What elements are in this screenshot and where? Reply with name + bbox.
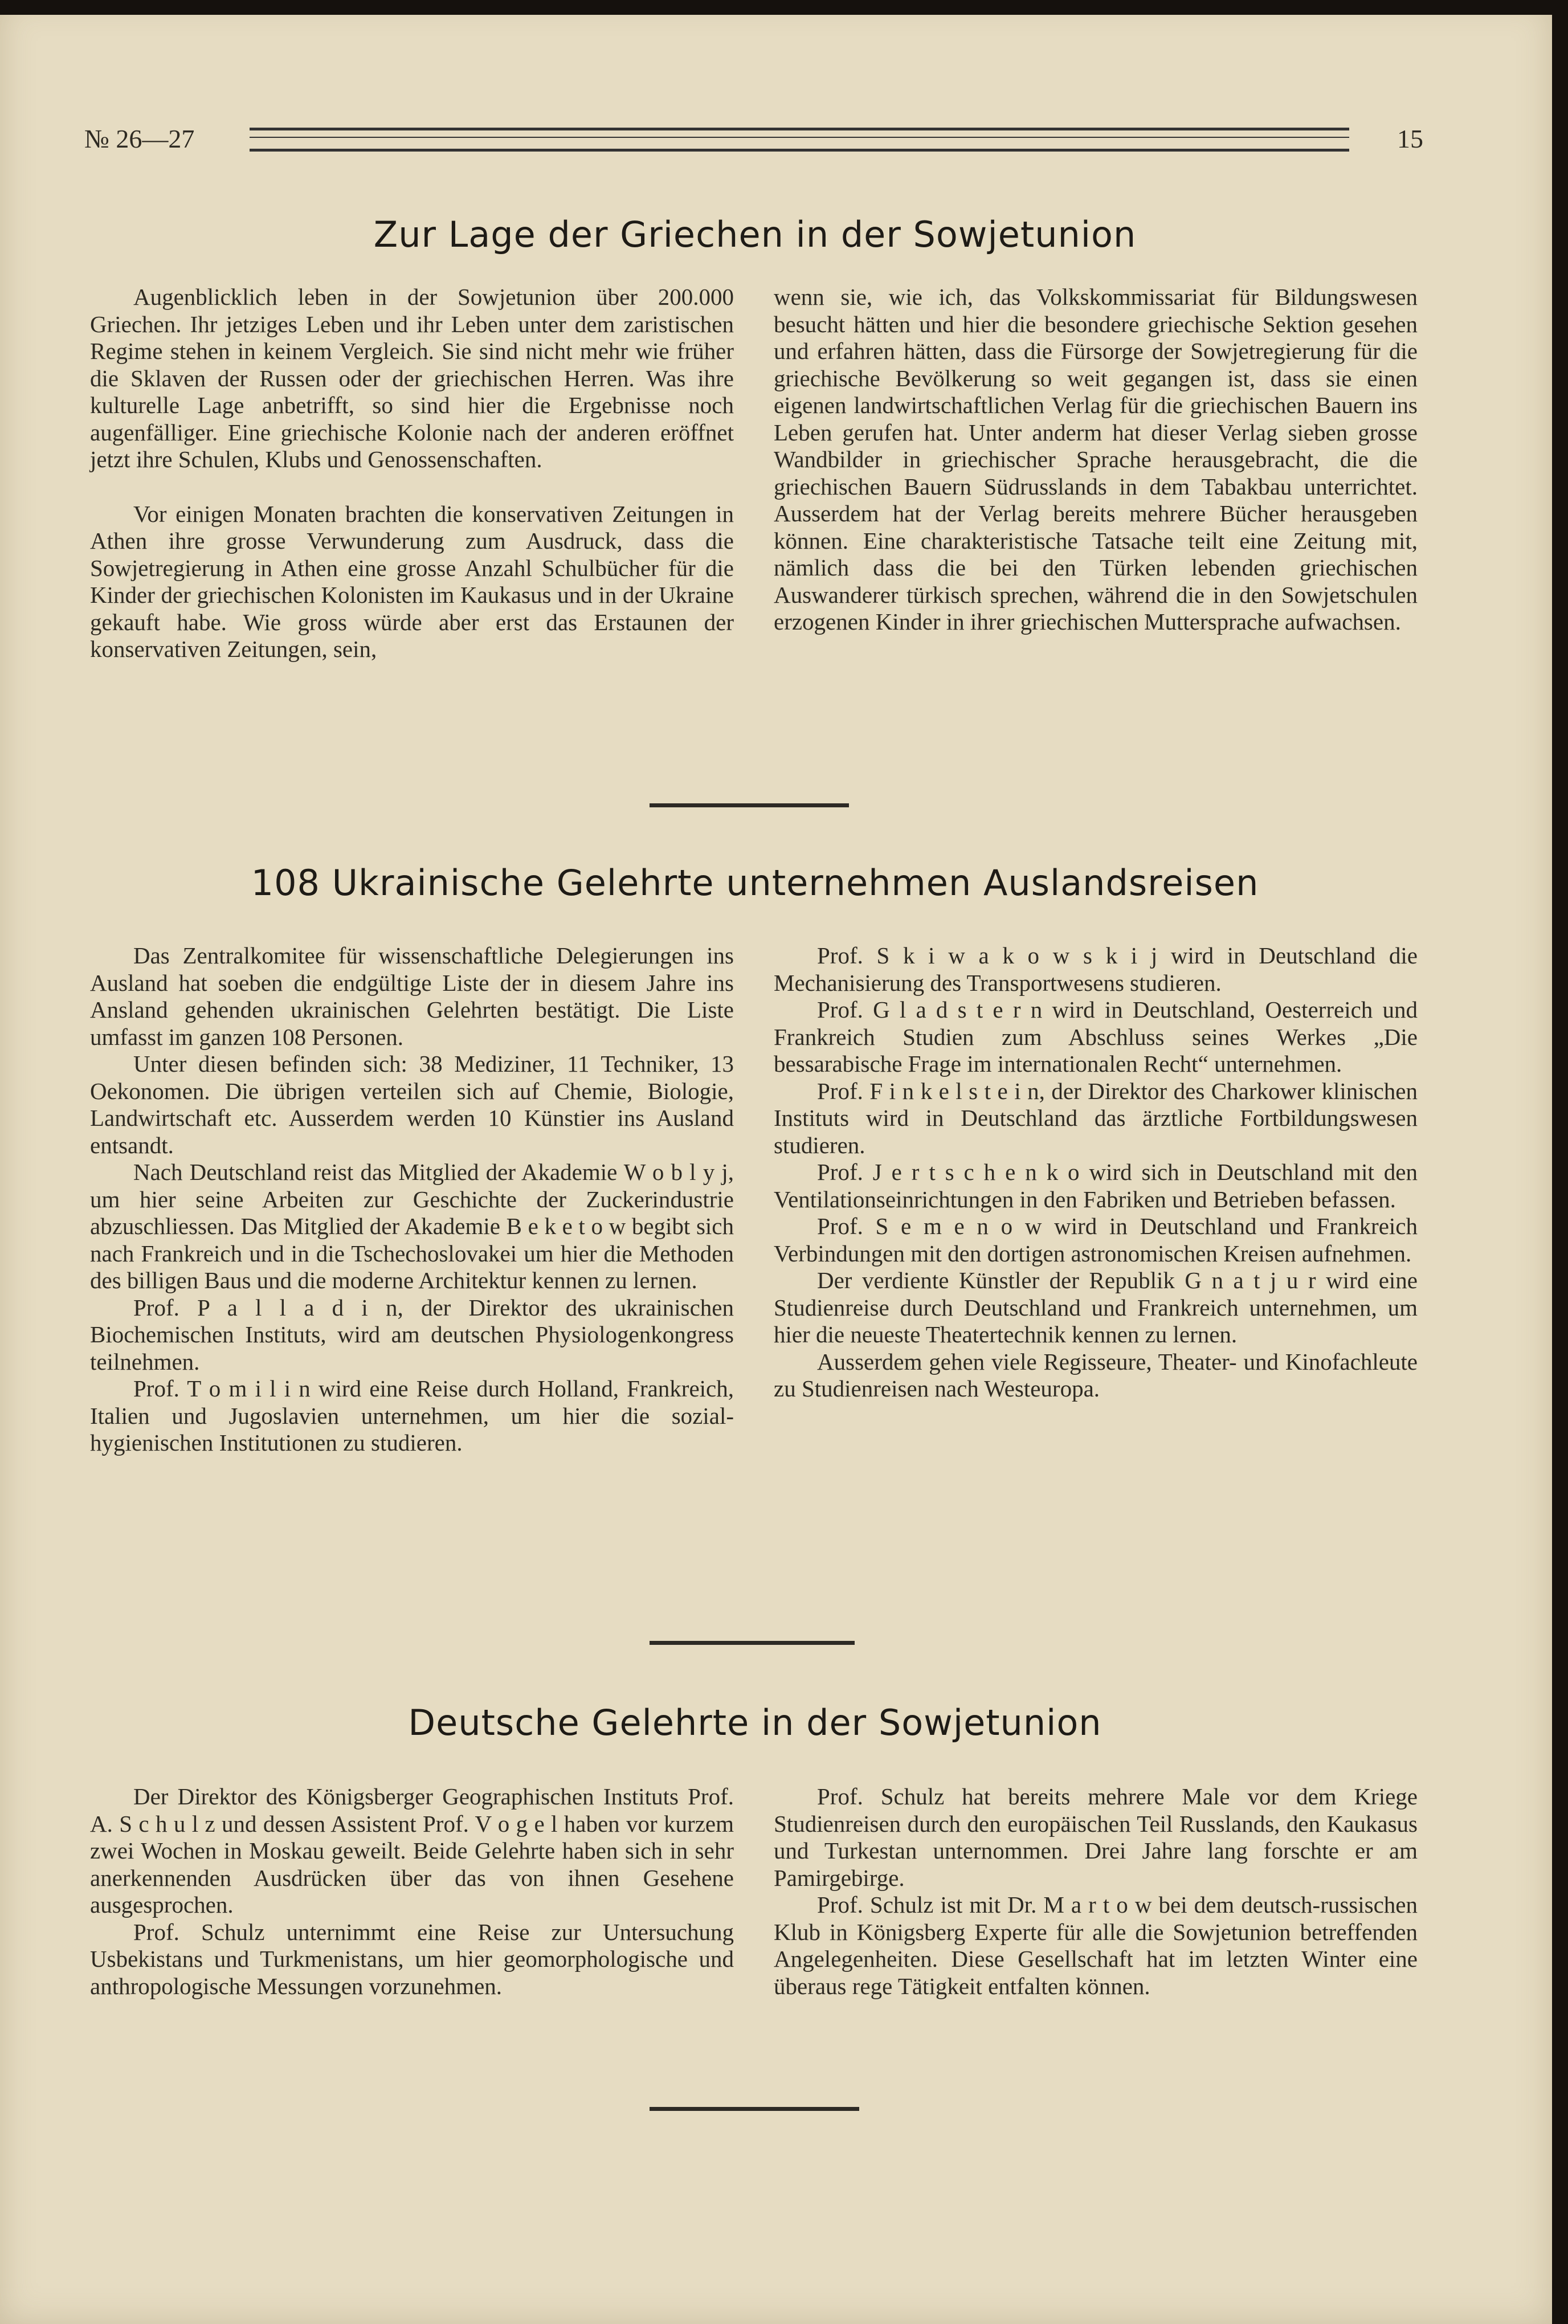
scan-border-top [0,0,1552,15]
paragraph: Vor einigen Monaten brachten die konservativen Zeitungen in Athen ihre grosse Verwunderung zum Ausdruck, dass die Sowjetregierung in Athen eine grosse Anzahl Schulbücher für die Kinder der griechischen Kolonisten im Kaukasus und in der Ukraine gekauft habe. Wie gross würde aber erst das Erstaunen der konservativen Zeitungen, sein, [90,500,734,662]
article-column-right [774,942,1418,1403]
paragraph: Ausserdem gehen viele Regisseure, Theater- und Kinofachleute zu Studienreisen nach Westeuropa. [774,1348,1418,1402]
paragraph: Prof. S e m e n o w wird in Deutschland und Frankreich Verbindungen mit den dortigen astronomischen Kreisen aufnehmen. [774,1213,1418,1267]
paragraph: Prof. G l a d s t e r n wird in Deutschland, Oesterreich und Frankreich Studien zum Abschluss seines Werkes „Die bessarabische Frage im internationalen Recht“ unternehmen. [774,996,1418,1077]
section-divider [650,1641,855,1645]
paragraph: Das Zentralkomitee für wissenschaftliche Delegierungen ins Ausland hat soeben die endgültige Liste der in diesem Jahre ins Ansland gehenden ukrainischen Gelehrten bestätigt. Die Liste umfasst im ganzen 108 Personen. [90,942,734,1050]
paragraph: Prof. Schulz unternimmt eine Reise zur Untersuchung Usbekistans und Turkmenistans, um hier geomorphologische und anthropologische Messungen vorzunehmen. [90,1918,734,1999]
article-title: 108 Ukrainische Gelehrte unternehmen Auslandsreisen [251,862,1259,904]
header-rule [250,128,1349,152]
article-column-right [774,284,1418,636]
article-column-left [90,1783,734,2000]
paragraph: Augenblicklich leben in der Sowjetunion über 200.000 Griechen. Ihr jetziges Leben und ihr Leben unter dem zaristischen Regime stehen in keinem Vergleich. Sie sind nicht mehr wie früher die Sklaven der Russen oder der griechischen Herren. Was ihre kulturelle Lage anbetrifft, so sind hier die Ergebnisse noch augenfälliger. Eine griechische Kolonie nach der anderen eröffnet jetzt ihre Schulen, Klubs und Genossenschaften. [90,284,734,472]
article-title: Deutsche Gelehrte in der Sowjetunion [408,1702,1102,1743]
issue-number: № 26—27 [84,124,195,153]
page-header [84,122,1423,156]
page-number: 15 [1397,124,1423,153]
paragraph: Prof. J e r t s c h e n k o wird sich in Deutschland mit den Ventilationseinrichtungen in den Fabriken und Betrieben befassen. [774,1159,1418,1212]
paragraph: Prof. Schulz ist mit Dr. M a r t o w bei dem deutsch-russischen Klub in Königsberg Experte für alle die Sowjetunion betreffenden Angelegenheiten. Diese Gesellschaft hat im letzten Winter eine überaus rege Tätigkeit entfalten können. [774,1892,1418,1999]
section-divider [650,803,849,807]
paragraph: Der Direktor des Königsberger Geographischen Instituts Prof. A. S c h u l z und dessen Assistent Prof. V o g e l haben vor kurzem zwei Wochen in Moskau geweilt. Beide Gelehrte haben sich in sehr anerkennenden Ausdrücken über das von ihnen Gesehene ausgesprochen. [90,1783,734,1918]
paragraph: Prof. Schulz hat bereits mehrere Male vor dem Kriege Studienreisen durch den europäischen Teil Russlands, den Kaukasus und Turkestan unternommen. Drei Jahre lang forschte er am Pamirgebirge. [774,1783,1418,1891]
article-column-right [774,1783,1418,2000]
article-column-left [90,284,734,663]
paragraph: Nach Deutschland reist das Mitglied der Akademie W o b l y j, um hier seine Arbeiten zur Geschichte der Zuckerindustrie abzuschliessen. Das Mitglied der Akademie B e k e t o w begibt sich nach Frankreich und in die Tschechoslovakei um hier die Methoden des billigen Baus und die moderne Architektur kennen zu lernen. [90,1159,734,1293]
article-title: Zur Lage der Griechen in der Sowjetunion [373,214,1137,255]
paragraph: Der verdiente Künstler der Republik G n a t j u r wird eine Studienreise durch Deutschland und Frankreich unternehmen, um hier die neueste Theatertechnik kennen zu lernen. [774,1267,1418,1347]
scan-border-right [1552,0,1568,2324]
paragraph: Prof. F i n k e l s t e i n, der Direktor des Charkower klinischen Instituts wird in Deutschland das ärztliche Fortbildungswesen studieren. [774,1077,1418,1158]
paragraph: Prof. P a l l a d i n, der Direktor des ukrainischen Biochemischen Instituts, wird am deutschen Physiologenkongress teilnehmen. [90,1294,734,1375]
paragraph: Unter diesen befinden sich: 38 Mediziner, 11 Techniker, 13 Oekonomen. Die übrigen verteilen sich auf Chemie, Biologie, Landwirtschaft etc. Ausserdem werden 10 Künstier ins Ausland entsandt. [90,1051,734,1158]
article-column-left [90,942,734,1457]
section-divider [650,2107,859,2111]
paragraph: Prof. T o m i l i n wird eine Reise durch Holland, Frankreich, Italien und Jugoslavien unternehmen, um hier die sozial-hygienischen Institutionen zu studieren. [90,1375,734,1456]
paragraph: Prof. S k i w a k o w s k i j wird in Deutschland die Mechanisierung des Transportwesens studieren. [774,942,1418,996]
paragraph: wenn sie, wie ich, das Volkskommissariat für Bildungswesen besucht hätten und hier die besondere griechische Sektion gesehen und erfahren hätten, dass die Fürsorge der Sowjetregierung für die griechische Bevölkerung so weit gegangen ist, dass sie einen eigenen landwirtschaftlichen Verlag für die griechischen Bauern ins Leben gerufen hat. Unter anderm hat dieser Verlag sieben grosse Wandbilder in griechischer Sprache herausgebracht, die die griechischen Bauern Südrusslands in dem Tabakbau unterrichtet. Ausserdem hat der Verlag bereits mehrere Bücher herausgeben können. Eine charakteristische Tatsache teilt eine Zeitung mit, nämlich dass die bei den Türken lebenden griechischen Auswanderer türkisch sprechen, während die in den Sowjetschulen erzogenen Kinder in ihrer griechischen Muttersprache aufwachsen. [774,284,1418,635]
